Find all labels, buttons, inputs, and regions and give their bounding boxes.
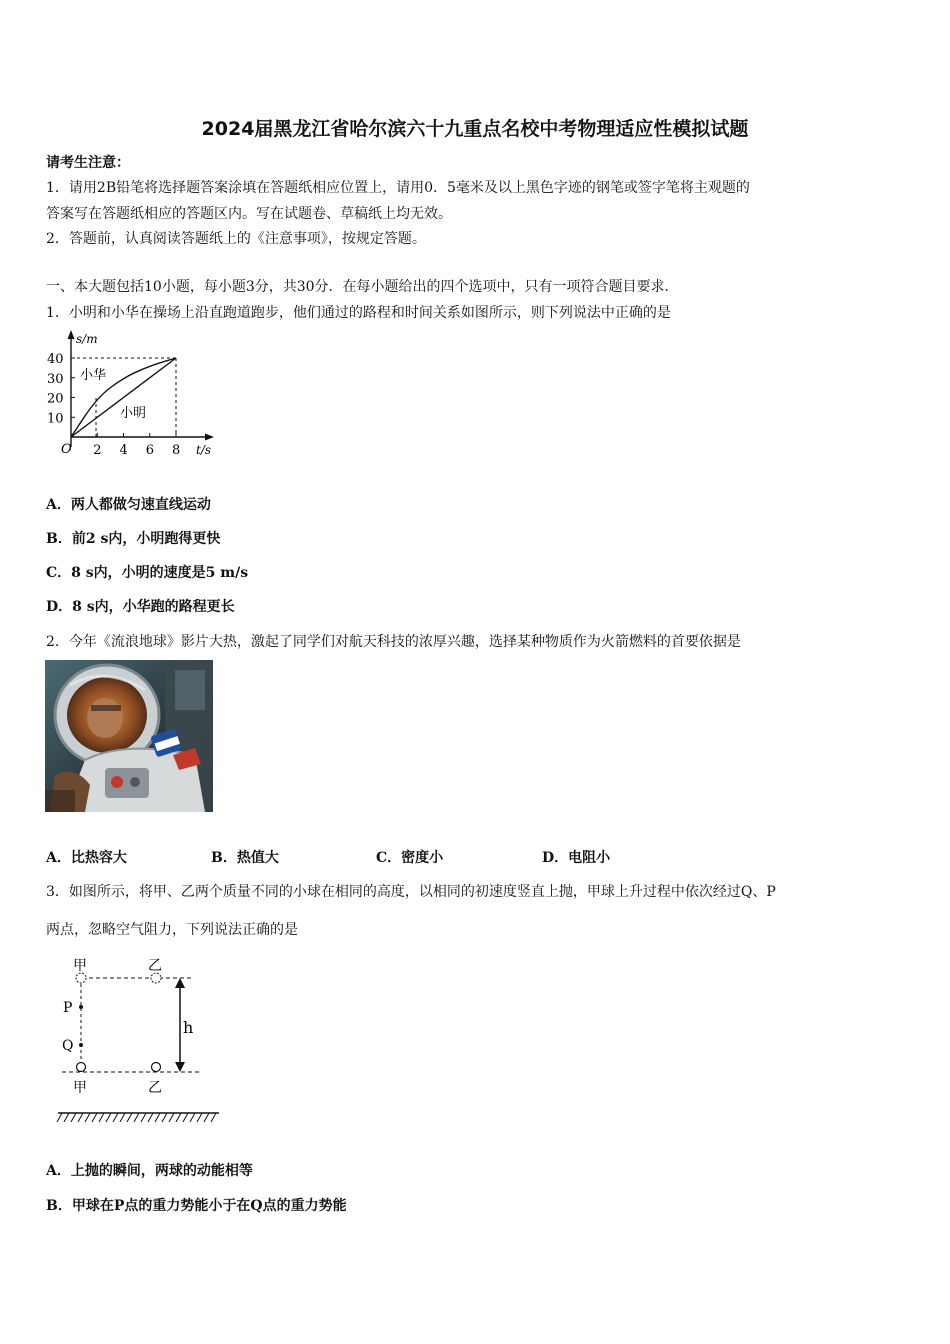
- hatch-mark: [113, 1113, 118, 1122]
- hatch-mark: [99, 1113, 104, 1122]
- q3-option-a[interactable]: [46, 1160, 253, 1180]
- option-text: 密度小: [401, 850, 444, 866]
- series-label-xiaoming: 小明: [120, 406, 147, 421]
- label-jia-top: 甲: [73, 958, 87, 974]
- q3-option-b[interactable]: [46, 1195, 347, 1215]
- x-tick-label: 4: [119, 443, 128, 458]
- hatch-mark: [197, 1113, 202, 1122]
- ball-jia-top: [76, 973, 86, 983]
- hatch-mark: [211, 1113, 216, 1122]
- x-tick-label: 6: [145, 443, 155, 458]
- q1-option-c[interactable]: [46, 562, 248, 582]
- q2-option-b[interactable]: [211, 847, 279, 867]
- hatch-mark: [71, 1113, 76, 1122]
- option-text: 两人都做匀速直线运动: [70, 497, 211, 513]
- option-text: 上抛的瞬间，两球的动能相等: [70, 1163, 253, 1179]
- ball-yi-bottom: [152, 1063, 161, 1072]
- x-tick-label: 2: [93, 443, 102, 458]
- hatch-mark: [183, 1113, 188, 1122]
- q2-option-d[interactable]: [542, 847, 610, 867]
- option-text: 甲球在P点的重力势能小于在Q点的重力势能: [71, 1198, 347, 1214]
- q1-option-a[interactable]: [46, 494, 211, 514]
- q3-stem-line-2: 两点，忽略空气阻力，下列说法正确的是: [46, 922, 298, 938]
- option-label: B．: [46, 531, 72, 547]
- label-jia-bottom: 甲: [73, 1080, 87, 1096]
- hatch-mark: [190, 1113, 195, 1122]
- hatch-mark: [85, 1113, 90, 1122]
- hatch-mark: [169, 1113, 174, 1122]
- series-label-xiaohua: 小华: [80, 368, 107, 383]
- point-p: [79, 1005, 83, 1009]
- hatch-mark: [64, 1113, 69, 1122]
- y-tick-label: 20: [47, 391, 64, 407]
- option-label: B．: [211, 850, 237, 866]
- q2-option-c[interactable]: [376, 847, 443, 867]
- hatch-mark: [106, 1113, 111, 1122]
- notice-heading: 请考生注意：: [46, 155, 130, 171]
- section-heading: 一、本大题包括10小题，每小题3分，共30分．在每小题给出的四个选项中，只有一项符合题目要求．: [46, 279, 679, 295]
- ball-jia-bottom: [77, 1063, 86, 1072]
- h-arrow-down: [175, 1062, 185, 1072]
- hatch-mark: [92, 1113, 97, 1122]
- x-tick-label: 8: [172, 443, 181, 458]
- option-label: D．: [542, 850, 569, 866]
- option-text: 8 s内，小华跑的路程更长: [72, 599, 235, 615]
- notice-line-1: 1．请用2B铅笔将选择题答案涂填在答题纸相应位置上，请用0．5毫米及以上黑色字迹的钢笔或签字笔将主观题的: [46, 180, 750, 196]
- notice-line-3: 2．答题前，认真阅读答题纸上的《注意事项》，按规定答题。: [46, 231, 426, 247]
- option-text: 8 s内，小明的速度是5 m/s: [71, 565, 249, 581]
- label-yi-bottom: 乙: [148, 1080, 162, 1096]
- hatch-mark: [148, 1113, 153, 1122]
- q1-option-d[interactable]: [46, 596, 235, 616]
- page-title: 2024届黑龙江省哈尔滨六十九重点名校中考物理适应性模拟试题: [201, 118, 749, 140]
- origin-label: O: [61, 442, 72, 457]
- option-label: B．: [46, 1198, 72, 1214]
- hatch-mark: [141, 1113, 146, 1122]
- ground-hatching: [57, 1113, 216, 1122]
- x-axis-label: t/s: [196, 443, 212, 457]
- option-text: 热值大: [236, 850, 279, 866]
- q2-stem: 2．今年《流浪地球》影片大热，激起了同学们对航天科技的浓厚兴趣，选择某种物质作为火箭燃料的首要依据是: [46, 634, 741, 650]
- hatch-mark: [155, 1113, 160, 1122]
- hatch-mark: [134, 1113, 139, 1122]
- notice-line-2: 答案写在答题纸相应的答题区内。写在试题卷、草稿纸上均无效。: [46, 206, 452, 222]
- hatch-mark: [204, 1113, 209, 1122]
- label-p: P: [63, 1000, 73, 1016]
- y-tick-label: 30: [47, 371, 64, 387]
- label-h: h: [183, 1018, 194, 1037]
- option-text: 比热容大: [70, 850, 127, 866]
- hatch-mark: [162, 1113, 167, 1122]
- astronaut-photo: [45, 660, 213, 812]
- x-axis-arrow: [205, 434, 214, 441]
- label-yi-top: 乙: [148, 958, 162, 974]
- h-arrow-up: [175, 978, 185, 988]
- point-q: [79, 1043, 83, 1047]
- q1-stem: 1．小明和小华在操场上沿直跑道跑步，他们通过的路程和时间关系如图所示，则下列说法中正确的是: [46, 305, 671, 321]
- hatch-mark: [176, 1113, 181, 1122]
- ball-yi-top: [151, 973, 161, 983]
- q3-figure: [44, 950, 229, 1130]
- option-label: A．: [46, 497, 71, 513]
- option-text: 电阻小: [568, 850, 611, 866]
- hatch-mark: [57, 1113, 62, 1122]
- q1-option-b[interactable]: [46, 528, 220, 548]
- hatch-mark: [127, 1113, 132, 1122]
- option-label: A．: [46, 850, 71, 866]
- hatch-mark: [78, 1113, 83, 1122]
- q3-stem-line-1: 3．如图所示，将甲、乙两个质量不同的小球在相同的高度，以相同的初速度竖直上抛，甲球上升过程中依次经过Q、P: [46, 884, 776, 900]
- y-tick-label: 40: [47, 352, 64, 367]
- y-tick-label: 10: [47, 411, 64, 427]
- y-axis-label: s/m: [76, 332, 98, 346]
- option-label: C．: [46, 565, 72, 581]
- label-q: Q: [62, 1038, 74, 1054]
- hatch-mark: [120, 1113, 125, 1122]
- option-label: C．: [376, 850, 402, 866]
- option-text: 前2 s内，小明跑得更快: [71, 531, 221, 547]
- q2-option-a[interactable]: [46, 847, 127, 867]
- q1-graph: [44, 327, 229, 462]
- y-axis-arrow: [68, 330, 75, 339]
- option-label: D．: [46, 599, 73, 615]
- option-label: A．: [46, 1163, 71, 1179]
